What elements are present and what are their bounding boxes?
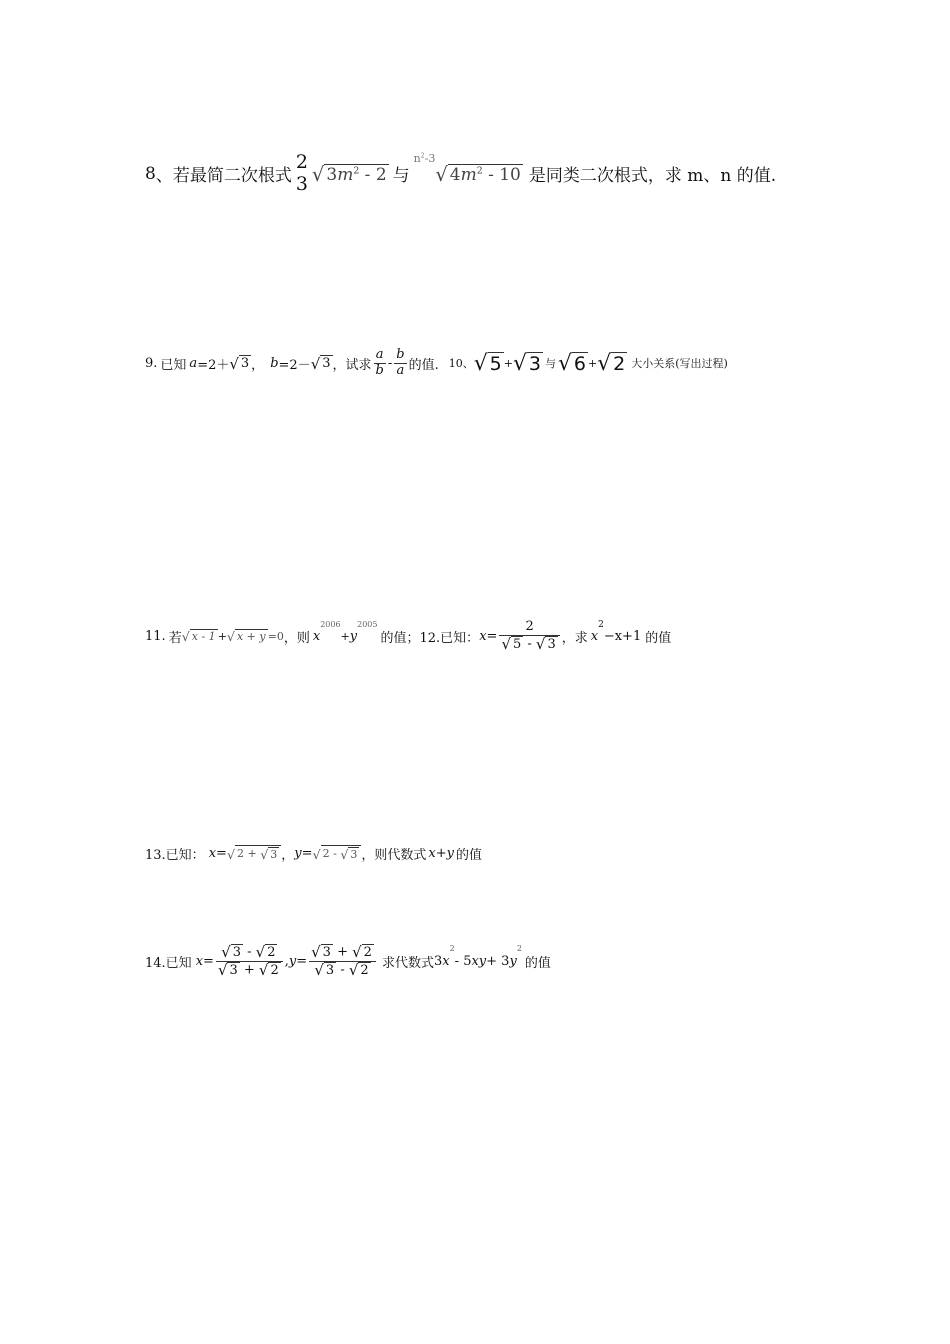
q11-plus: +	[217, 629, 227, 643]
q10-plus-2: +	[587, 356, 598, 370]
q12-x: x	[479, 628, 487, 644]
q14-x-fraction: √ 3 - √ 2 √ 3 + √ 2	[216, 944, 283, 978]
q14-e1: 3	[433, 953, 443, 969]
q14-x: x	[195, 953, 204, 969]
q14-ey: y	[509, 953, 517, 969]
question-13	[145, 844, 482, 863]
q12-label: 12.已知：	[419, 630, 480, 646]
q13-x: x	[208, 846, 217, 861]
question-8	[145, 152, 776, 196]
q9-comma: ，	[251, 357, 265, 373]
q14-end: 的值	[524, 955, 551, 971]
q11-radical-1: √ x - 1	[181, 628, 216, 644]
q14-eq2: =	[296, 953, 308, 969]
q11-ruo: 若	[168, 630, 182, 646]
q12-fraction: 2 √ 5 - √ 3	[499, 620, 559, 653]
q14-e4: + 3	[486, 953, 510, 969]
q8-fraction: 2 3	[295, 151, 308, 195]
q11-x-exp: 2006	[320, 620, 341, 629]
q11-y-exp: 2005	[357, 620, 378, 629]
q11-y: y	[349, 628, 358, 644]
q13-end: 的值	[456, 848, 483, 863]
q11-plus2: +	[340, 629, 350, 643]
q9-minus: -	[387, 355, 393, 371]
q8-prefix: 、若最简二次根式	[155, 166, 292, 187]
q11-eq0: =0	[267, 629, 284, 643]
q12-expr-x: x	[590, 628, 599, 644]
q9-eq-b: =2－	[278, 357, 311, 373]
q14-e3: - 5	[454, 953, 472, 969]
q10-sqrt2: √ 2	[597, 351, 626, 377]
q13-expr: x+y	[428, 846, 454, 861]
q14-eq: =	[203, 953, 214, 969]
q12-end: 的值	[645, 630, 672, 646]
q14-y-fraction: √ 3 + √ 2 √ 3 - √ 2	[309, 944, 376, 978]
question-11-12	[145, 620, 671, 653]
q9-frac-b-a: $\frac{b}{a}$	[396, 347, 405, 378]
q11-radical-2: √ x + y	[226, 628, 266, 644]
q9-end: 的值.	[408, 357, 439, 373]
q13-y: y	[294, 846, 302, 861]
q13-radical-x: √ 2 + √ 3	[227, 845, 281, 861]
q8-root-index: $n^2-3$	[413, 152, 436, 165]
q13-radical-y: √ 2 - √ 3	[313, 845, 362, 861]
question-9-10	[145, 348, 728, 379]
q14-exy: xy	[471, 953, 487, 969]
q10-text: 大小关系(写出过程)	[631, 357, 728, 371]
q9-var-a: a	[189, 355, 198, 371]
q13-label: 13.已知：	[145, 848, 205, 863]
q14-comma: ,	[284, 953, 289, 969]
q9-sqrt3-a: √ 3	[229, 354, 250, 373]
q11-x: x	[312, 628, 321, 644]
q14-ask: 求代数式	[381, 955, 434, 971]
question-14	[145, 944, 551, 978]
q8-number: 8	[145, 163, 156, 184]
q9-label: 9.	[145, 355, 158, 371]
q13-then: ，则代数式	[361, 848, 427, 863]
q9-frac-a-b: $\frac{a}{b}$	[375, 347, 384, 378]
q11-end: 的值；	[380, 630, 420, 646]
q13-eq2: =	[301, 846, 313, 861]
q14-y: y	[288, 953, 297, 969]
q8-radical-1: √ $3m^2 - 2$	[311, 162, 387, 186]
q10-sqrt3: √ 3	[512, 351, 541, 377]
q14-e2exp: 2	[449, 944, 455, 953]
q13-eq: =	[216, 846, 227, 861]
q9-eq-a: =2＋	[197, 357, 230, 373]
q8-yu: 与	[392, 166, 410, 187]
q11-then: ，则	[283, 630, 310, 646]
q9-known: 已知	[160, 357, 187, 373]
q10-plus-1: +	[503, 356, 513, 370]
q10-yu: 与	[544, 357, 556, 371]
q13-comma: ，	[281, 848, 295, 863]
q12-eq: =	[486, 628, 498, 644]
q10-label: 10、	[448, 357, 474, 371]
q14-ex: x	[442, 953, 450, 969]
q9-try: ，试求	[332, 357, 372, 373]
q10-sqrt5: √ 5	[473, 351, 502, 377]
q12-ask: ，求	[561, 630, 588, 646]
q9-var-b: b	[270, 355, 279, 371]
q14-e5exp: 2	[516, 944, 522, 953]
q10-sqrt6: √ 6	[557, 351, 586, 377]
q8-suffix: 是同类二次根式，求 m、n 的值.	[528, 166, 777, 187]
q9-sqrt3-b: √ 3	[310, 354, 331, 373]
q14-label: 14.已知	[145, 955, 192, 971]
q11-label: 11.	[145, 628, 166, 644]
q8-radical-2: √ $4m^2 - 10$	[435, 162, 521, 186]
q12-expr-rest: −x+1	[603, 628, 642, 644]
q12-expr-exp: 2	[598, 620, 604, 630]
